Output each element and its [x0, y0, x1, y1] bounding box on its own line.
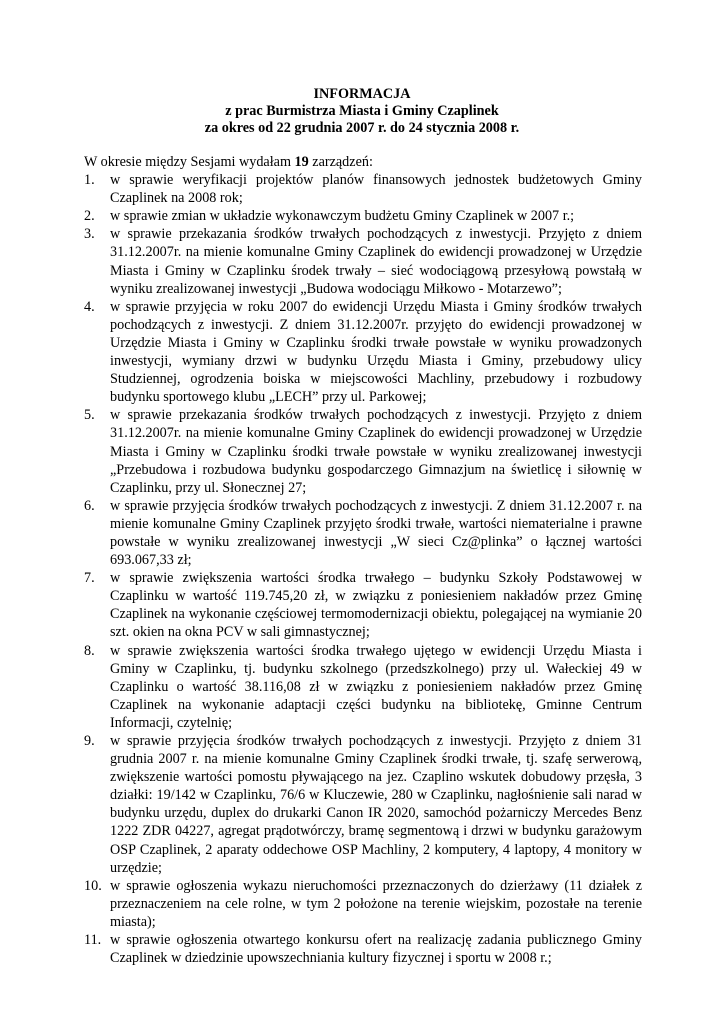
item-number: 2.	[84, 208, 95, 225]
item-text: w sprawie przyjęcia środków trwałych pochodzących z inwestycji. Przyjęto z dniem 31 grudnia 2007 r. na mienie komunalne Gminy Czaplinek środki trwałe, tj. szafę serwerową, zwiększenie wartości pomostu pływającego na jez. Czaplino wskutek dobudowy przęsła, 3 działki: 19/142 w Czaplinku, 76/6 w Kluczewie, 280 w Czaplinku, nagłośnienie sali narad w budynku urzędu, duplex do drukarki Canon IR 2020, samochód pożarniczy Mercedes Benz 1222 ZDR 04227, agregat prądotwórczy, bramę segmentową i drzwi w budynku garażowym OSP Czaplinek, 2 aparaty oddechowe OSP Machliny, 2 komputery, 4 laptopy, 4 monitory w urzędzie;	[110, 733, 642, 876]
item-text: w sprawie przyjęcia środków trwałych pochodzących z inwestycji. Z dniem 31.12.2007 r. na mienie komunalne Gminy Czaplinek przyjęto środki trwałe, wartości niematerialne i prawne powstałe w wyniku zrealizowanej inwestycji „W sieci Cz@plinka” o łącznej wartości 693.067,33 zł;	[110, 497, 642, 569]
intro-paragraph	[84, 153, 642, 171]
item-number: 5.	[84, 407, 95, 424]
item-text: w sprawie przekazania środków trwałych pochodzących z inwestycji. Przyjęto z dniem 31.12.2007r. na mienie komunalne Gminy Czaplinek do ewidencji prowadzonej w Urzędzie Miasta i Gminy w Czaplinku środki trwałe powstałe w wyniku zrealizowanej inwestycji „Przebudowa i rozbudowa budynku gospodarczego Gimnazjum na świetlicę i siłownię w Czaplinku, przy ul. Słonecznej 27;	[110, 407, 642, 496]
list-item	[84, 931, 642, 967]
list-item	[84, 497, 642, 569]
list-item	[84, 171, 642, 207]
document-header	[0, 86, 724, 137]
intro-text-before: W okresie między Sesjami wydałam	[84, 154, 295, 170]
item-number: 9.	[84, 733, 95, 749]
item-text: w sprawie ogłoszenia otwartego konkursu ofert na realizację zadania publicznego Gminy Czaplinek w dziedzinie upowszechniania kultury fizycznej i sportu w 2008 r.;	[110, 932, 642, 967]
item-number: 3.	[84, 226, 95, 243]
item-number: 7.	[84, 570, 95, 587]
item-text: w sprawie ogłoszenia wykazu nieruchomości przeznaczonych do dzierżawy (11 działek z przeznaczeniem na cele rolne, w tym 2 położone na terenie wiejskim, pozostałe na terenie miasta);	[110, 877, 642, 930]
document-subtitle: z prac Burmistrza Miasta i Gminy Czaplinek	[225, 103, 499, 119]
item-number: 8.	[84, 642, 95, 659]
list-item	[84, 406, 642, 496]
item-text: w sprawie zwiększenia wartości środka trwałego – budynku Szkoły Podstawowej w Czaplinku w wartość 119.745,20 zł, w związku z poniesieniem nakładów przez Gminę Czaplinek na wykonanie częściowej termomodernizacji obiektu, polegającej na wymianie 20 szt. okien na okna PCV w sali gimnastycznej;	[110, 570, 642, 641]
list-item	[84, 642, 642, 732]
list-item	[84, 569, 642, 641]
document-title: INFORMACJA	[313, 86, 411, 102]
list-item	[84, 298, 642, 407]
item-text: w sprawie przekazania środków trwałych pochodzących z inwestycji. Przyjęto z dniem 31.12.2007r. na mienie komunalne Gminy Czaplinek do ewidencji prowadzonej w Urzędzie Miasta i Gminy w Czaplinku środek trwały – sieć wodociągową przesyłową powstałą w wyniku zrealizowanej inwestycji „Budowa wodociągu Miłkowo - Motarzewo”;	[110, 226, 642, 297]
document-period: za okres od 22 grudnia 2007 r. do 24 stycznia 2008 r.	[204, 120, 520, 136]
item-text: w sprawie zwiększenia wartości środka trwałego ujętego w ewidencji Urzędu Miasta i Gminy w Czaplinku, tj. budynku szkolnego (przedszkolnego) przy ul. Wałeckiej 49 w Czaplinku o wartość 38.116,08 zł w związku z poniesieniem nakładów przez Gminę Czaplinek na wykonanie adaptacji części budynku na bibliotekę, Gminne Centrum Informacji, czytelnię;	[110, 642, 642, 731]
item-text: w sprawie przyjęcia w roku 2007 do ewidencji Urzędu Miasta i Gminy środków trwałych pochodzących z inwestycji. Z dniem 31.12.2007r. przyjęto do ewidencji prowadzonej w Urzędzie Miasta i Gminy w Czaplinku środki trwałe powstałe w wyniku prowadzonych inwestycji, wymiany drzwi w budynku Urzędu Miasta i Gminy, przebudowy ulicy Studziennej, ogrodzenia boiska w miejscowości Machliny, przebudowy i rozbudowy budynku sportowego klubu „LECH” przy ul. Parkowej;	[110, 298, 642, 406]
list-item	[84, 207, 642, 225]
item-text: w sprawie weryfikacji projektów planów finansowych jednostek budżetowych Gminy Czaplinek na 2008 rok;	[110, 172, 642, 207]
item-number: 11.	[84, 932, 102, 949]
item-number: 6.	[84, 497, 95, 514]
list-item	[84, 732, 642, 877]
item-text: w sprawie zmian w układzie wykonawczym budżetu Gminy Czaplinek w 2007 r.;	[110, 208, 575, 225]
item-number: 4.	[84, 298, 95, 315]
item-number: 1.	[84, 172, 95, 189]
ordinance-count: 19	[294, 154, 309, 170]
list-item	[84, 225, 642, 297]
ordinance-list	[84, 171, 642, 967]
intro-text-after: zarządzeń:	[308, 154, 373, 170]
document-body	[84, 153, 642, 967]
item-number: 10.	[84, 877, 102, 894]
list-item	[84, 877, 642, 931]
